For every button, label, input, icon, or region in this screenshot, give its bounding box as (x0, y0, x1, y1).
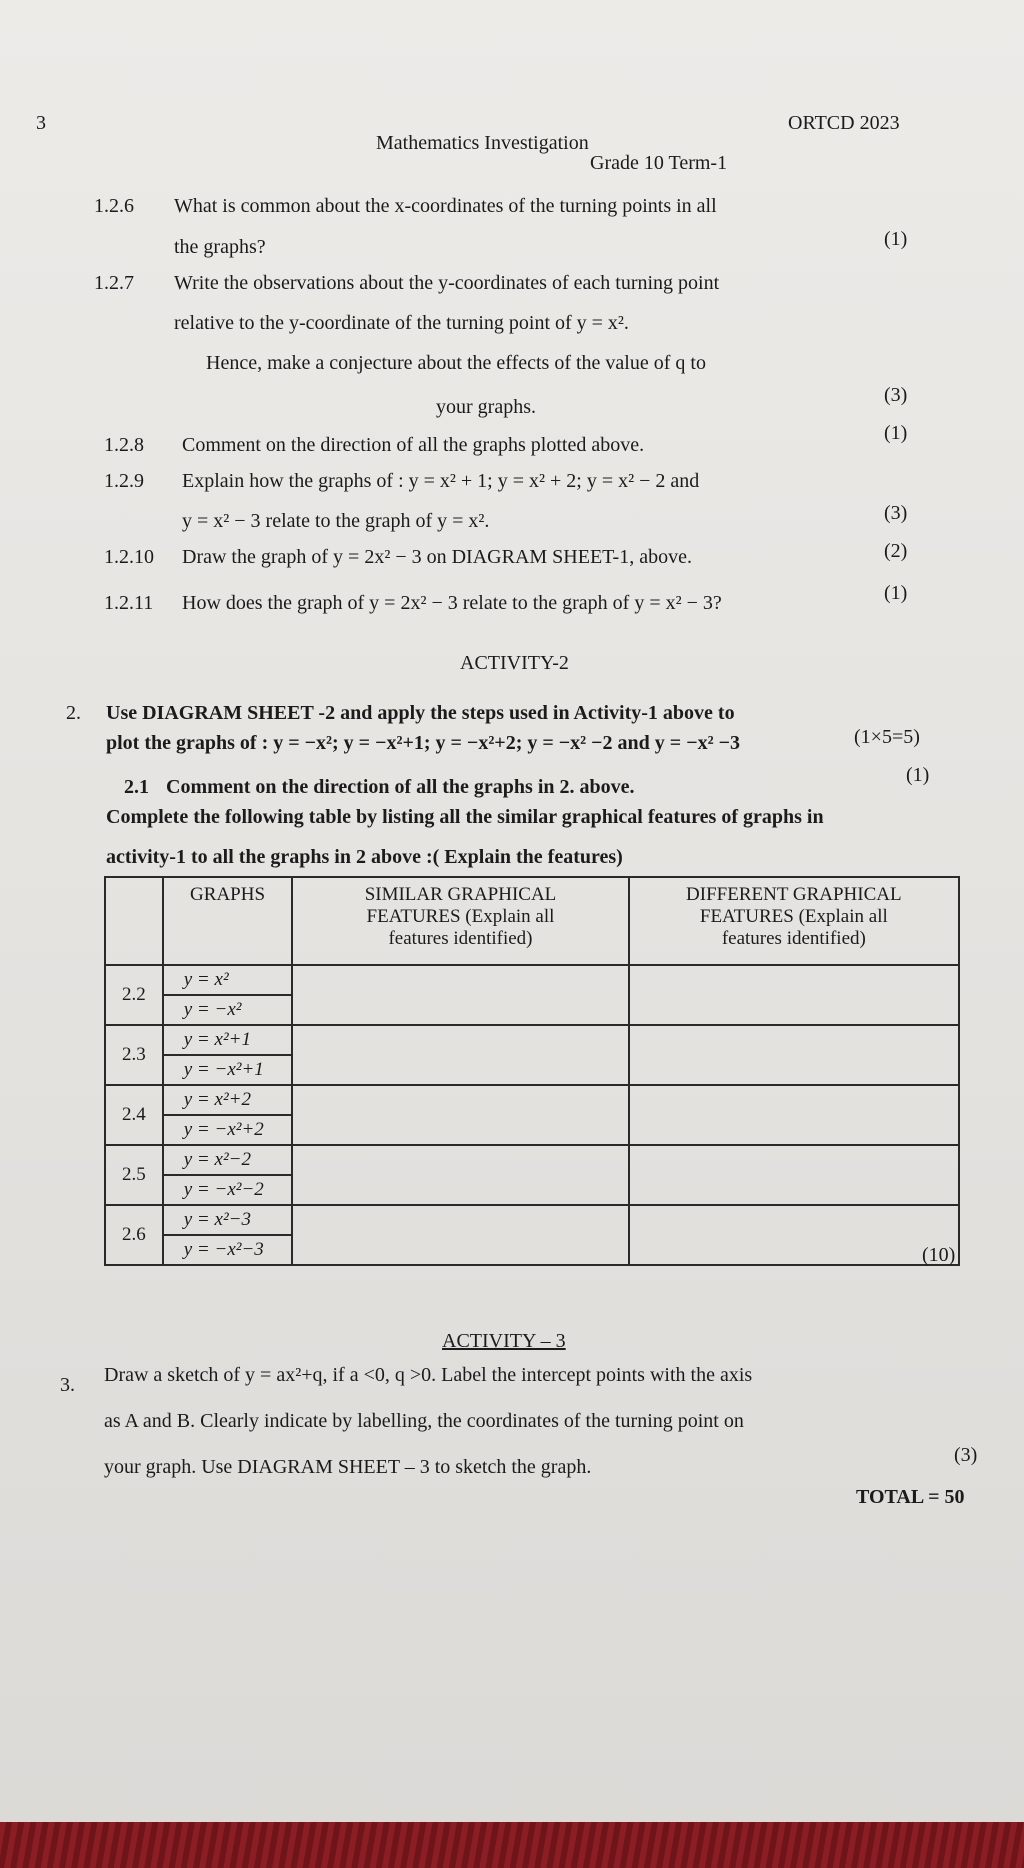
table-header-similar (292, 877, 628, 965)
similar-features-cell[interactable] (292, 1205, 628, 1265)
header-label: FEATURES (Explain all (366, 906, 555, 927)
row-graphs (163, 1085, 293, 1145)
question-text: Comment on the direction of all the graphs plotted above. (182, 434, 645, 456)
header-label: DIFFERENT GRAPHICAL (686, 884, 902, 905)
different-features-cell[interactable] (629, 1085, 959, 1145)
table-instructions: activity-1 to all the graphs in 2 above :( Explain the features) (106, 846, 623, 868)
table-row (105, 1025, 959, 1085)
table-row (105, 1085, 959, 1145)
header-label: features identified) (721, 928, 866, 949)
question-marks: (2) (884, 540, 908, 562)
question-number: 1.2.8 (104, 434, 144, 456)
row-number: 2.5 (105, 1145, 163, 1205)
activity-3-title: ACTIVITY – 3 (442, 1330, 566, 1352)
table-instructions: Complete the following table by listing all the similar graphical features of graphs in (106, 806, 824, 828)
table-header-different (629, 877, 959, 965)
table-header-graphs (163, 877, 293, 965)
question-text: relative to the y-coordinate of the turning point of y = x². (174, 312, 629, 334)
question-text: y = x² − 3 relate to the graph of y = x². (182, 510, 490, 532)
question-marks: (3) (954, 1444, 978, 1466)
graph-equation: y = x²+2 (183, 1089, 251, 1110)
table-marks: (10) (922, 1244, 956, 1266)
question-number: 1.2.7 (94, 272, 134, 294)
graph-equation: y = x²−2 (183, 1149, 251, 1170)
row-number: 2.2 (105, 965, 163, 1025)
question-number: 2.1 (124, 776, 149, 798)
question-text: What is common about the x-coordinates of the turning points in all (174, 195, 717, 217)
question-text: Hence, make a conjecture about the effects of the value of q to (206, 352, 706, 374)
question-text: Draw the graph of y = 2x² − 3 on DIAGRAM SHEET-1, above. (182, 546, 692, 568)
different-features-cell[interactable] (629, 1205, 959, 1265)
table-row (105, 1145, 959, 1205)
row-number: 2.3 (105, 1025, 163, 1085)
exam-code: ORTCD 2023 (788, 112, 900, 134)
question-text: your graph. Use DIAGRAM SHEET – 3 to sketch the graph. (104, 1456, 592, 1478)
features-table (104, 876, 960, 1266)
similar-features-cell[interactable] (292, 1085, 628, 1145)
graph-equation: y = −x² (164, 994, 292, 1024)
row-graphs (163, 965, 293, 1025)
table-row (105, 965, 959, 1025)
table-header-row (105, 877, 959, 965)
question-text: Draw a sketch of y = ax²+q, if a <0, q >0. Label the intercept points with the axis (104, 1364, 753, 1386)
header-label: features identified) (388, 928, 533, 949)
question-number: 1.2.10 (104, 546, 154, 568)
question-marks: (1) (884, 582, 908, 604)
question-text: plot the graphs of : y = −x²; y = −x²+1; y = −x²+2; y = −x² −2 and y = −x² −3 (106, 732, 740, 754)
question-text: as A and B. Clearly indicate by labelling, the coordinates of the turning point on (104, 1410, 744, 1432)
different-features-cell[interactable] (629, 965, 959, 1025)
question-text: the graphs? (174, 236, 266, 258)
row-number: 2.4 (105, 1085, 163, 1145)
question-text: How does the graph of y = 2x² − 3 relate to the graph of y = x² − 3? (182, 592, 722, 614)
similar-features-cell[interactable] (292, 1145, 628, 1205)
question-number: 1.2.11 (104, 592, 154, 614)
header-label: FEATURES (Explain all (699, 906, 888, 927)
question-number: 1.2.9 (104, 470, 144, 492)
question-text: Comment on the direction of all the graphs in 2. above. (166, 776, 635, 798)
table-header-blank (105, 877, 163, 965)
question-marks: (1) (884, 422, 908, 444)
graph-equation: y = −x²−2 (164, 1174, 292, 1204)
graph-equation: y = x²+1 (183, 1029, 251, 1050)
header-label: GRAPHS (190, 884, 266, 905)
question-text: Use DIAGRAM SHEET -2 and apply the steps used in Activity-1 above to (106, 702, 735, 724)
question-text: your graphs. (436, 396, 536, 418)
different-features-cell[interactable] (629, 1025, 959, 1085)
question-marks: (3) (884, 502, 908, 524)
table-row (105, 1205, 959, 1265)
similar-features-cell[interactable] (292, 1025, 628, 1085)
subject-title: Mathematics Investigation (376, 132, 589, 154)
total-marks: TOTAL = 50 (856, 1486, 965, 1508)
page-number: 3 (36, 112, 46, 134)
question-number: 2. (66, 702, 81, 724)
graph-equation: y = x² (183, 969, 229, 990)
activity-2-title: ACTIVITY-2 (460, 652, 569, 674)
header-label: SIMILAR GRAPHICAL (364, 884, 557, 905)
row-graphs (163, 1145, 293, 1205)
question-number: 1.2.6 (94, 195, 134, 217)
grade-label: Grade 10 Term-1 (590, 152, 728, 174)
similar-features-cell[interactable] (292, 965, 628, 1025)
row-graphs (163, 1025, 293, 1085)
question-marks: (1) (906, 764, 930, 786)
background-cloth (0, 1822, 1024, 1868)
question-text: Explain how the graphs of : y = x² + 1; y = x² + 2; y = x² − 2 and (182, 470, 700, 492)
different-features-cell[interactable] (629, 1145, 959, 1205)
graph-equation: y = x²−3 (183, 1209, 251, 1230)
graph-equation: y = −x²+1 (164, 1054, 292, 1084)
question-text: Write the observations about the y-coordinates of each turning point (174, 272, 720, 294)
question-marks: (1) (884, 228, 908, 250)
graph-equation: y = −x²−3 (164, 1234, 292, 1264)
graph-equation: y = −x²+2 (164, 1114, 292, 1144)
question-marks: (1×5=5) (854, 726, 920, 748)
row-graphs (163, 1205, 293, 1265)
question-number: 3. (60, 1374, 75, 1396)
question-marks: (3) (884, 384, 908, 406)
row-number: 2.6 (105, 1205, 163, 1265)
